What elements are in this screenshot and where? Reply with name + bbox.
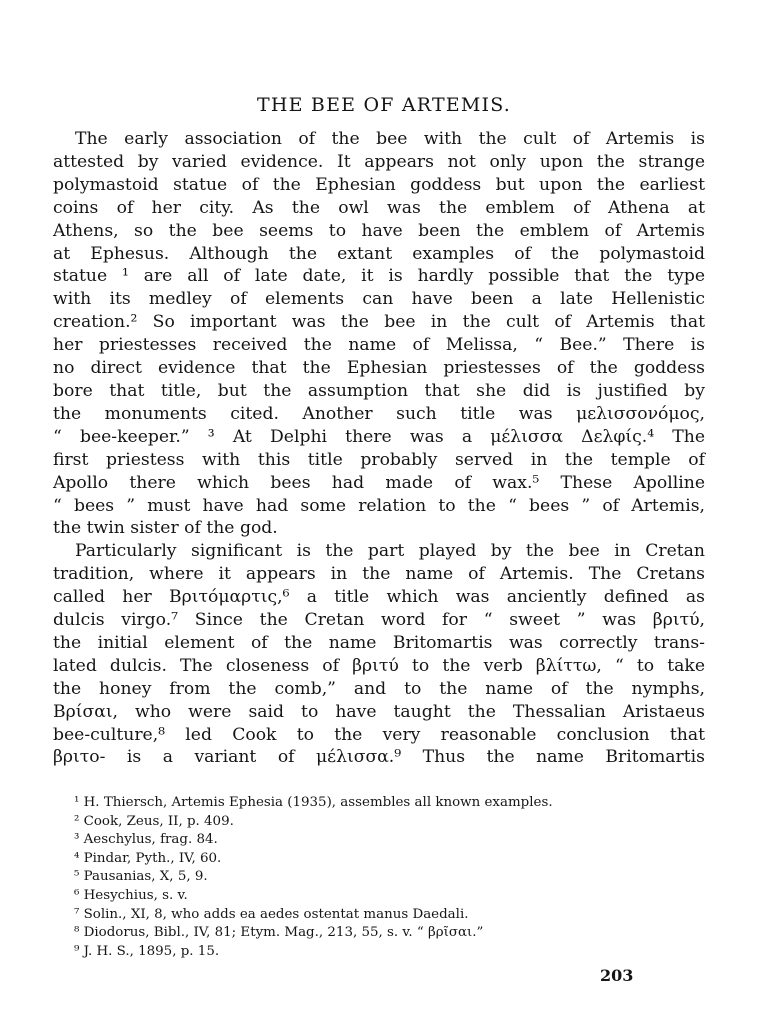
text-line: The early association of the bee with the cult of Artemis is [75, 129, 705, 149]
text-line: Particularly significant is the part played by the bee in Cretan [75, 541, 705, 562]
text-line: called her Βριτόμαρτις,⁶ a title which was anciently defined as [53, 587, 705, 608]
text-line: lated dulcis. The closeness of βριτύ to the verb βλίττω, “ to take [53, 655, 705, 676]
footnote: ⁸ Diodorus, Bibl., IV, 81; Etym. Mag., 213, 55, s. v. “ βρῖσαι.” [74, 925, 484, 941]
paragraph-2 [53, 540, 705, 769]
text-line: βριτο- is a variant of μέλισσα.⁹ Thus the name Britomartis [53, 747, 705, 768]
text-line: Apollo there which bees had made of wax.⁵ These Apolline [53, 472, 705, 493]
footnote: ⁴ Pindar, Pyth., IV, 60. [74, 850, 222, 866]
footnote: ⁷ Solin., XI, 8, who adds ea aedes ostentat manus Daedali. [74, 906, 469, 922]
text-line: “ bee-keeper.” ³ At Delphi there was a μέλισσα Δελφίς.⁴ The [53, 426, 705, 447]
text-line: tradition, where it appears in the name of Artemis. The Cretans [53, 564, 705, 585]
footnote: ⁵ Pausanias, X, 5, 9. [74, 869, 208, 885]
text-line: the twin sister of the god. [53, 518, 278, 539]
text-line: “ bees ” must have had some relation to the “ bees ” of Artemis, [53, 495, 705, 516]
text-line: at Ephesus. Although the extant examples of the polymastoid [53, 243, 705, 264]
page-number: 203 [600, 966, 634, 985]
text-line: statue ¹ are all of late date, it is hardly possible that the type [53, 266, 705, 287]
text-line: creation.² So important was the bee in the cult of Artemis that [53, 312, 705, 333]
text-line: her priestesses received the name of Melissa, “ Bee.” There is [53, 335, 705, 356]
body-text [53, 128, 705, 769]
text-line: the initial element of the name Britomartis was correctly trans- [53, 632, 705, 653]
text-line: coins of her city. As the owl was the emblem of Athena at [53, 197, 705, 218]
text-line: with its medley of elements can have been a late Hellenistic [53, 289, 705, 310]
footnote: ¹ H. Thiersch, Artemis Ephesia (1935), assembles all known examples. [74, 795, 553, 810]
chapter-title: THE BEE OF ARTEMIS. [256, 94, 512, 116]
paragraph-1 [53, 128, 705, 540]
text-line: bee-culture,⁸ led Cook to the very reasonable conclusion that [53, 724, 705, 745]
text-line: dulcis virgo.⁷ Since the Cretan word for “ sweet ” was βριτύ, [53, 610, 705, 631]
text-line: Βρίσαι, who were said to have taught the Thessalian Aristaeus [53, 701, 705, 722]
text-line: Athens, so the bee seems to have been the emblem of Artemis [53, 220, 705, 241]
footnote: ⁶ Hesychius, s. v. [74, 887, 188, 903]
footnotes [74, 794, 714, 961]
footnote: ³ Aeschylus, frag. 84. [74, 832, 218, 848]
footnote: ⁹ J. H. S., 1895, p. 15. [74, 943, 220, 959]
text-line: polymastoid statue of the Ephesian goddess but upon the earliest [53, 174, 705, 195]
text-line: the monuments cited. Another such title was μελισσονόμος, [53, 403, 705, 424]
text-line: bore that title, but the assumption that she did is justified by [53, 380, 705, 401]
text-line: first priestess with this title probably served in the temple of [53, 449, 705, 470]
text-line: the honey from the comb,” and to the name of the nymphs, [53, 678, 705, 699]
text-line: no direct evidence that the Ephesian priestesses of the goddess [53, 358, 705, 379]
footnote: ² Cook, Zeus, II, p. 409. [74, 813, 234, 829]
text-line: attested by varied evidence. It appears not only upon the strange [53, 151, 705, 172]
